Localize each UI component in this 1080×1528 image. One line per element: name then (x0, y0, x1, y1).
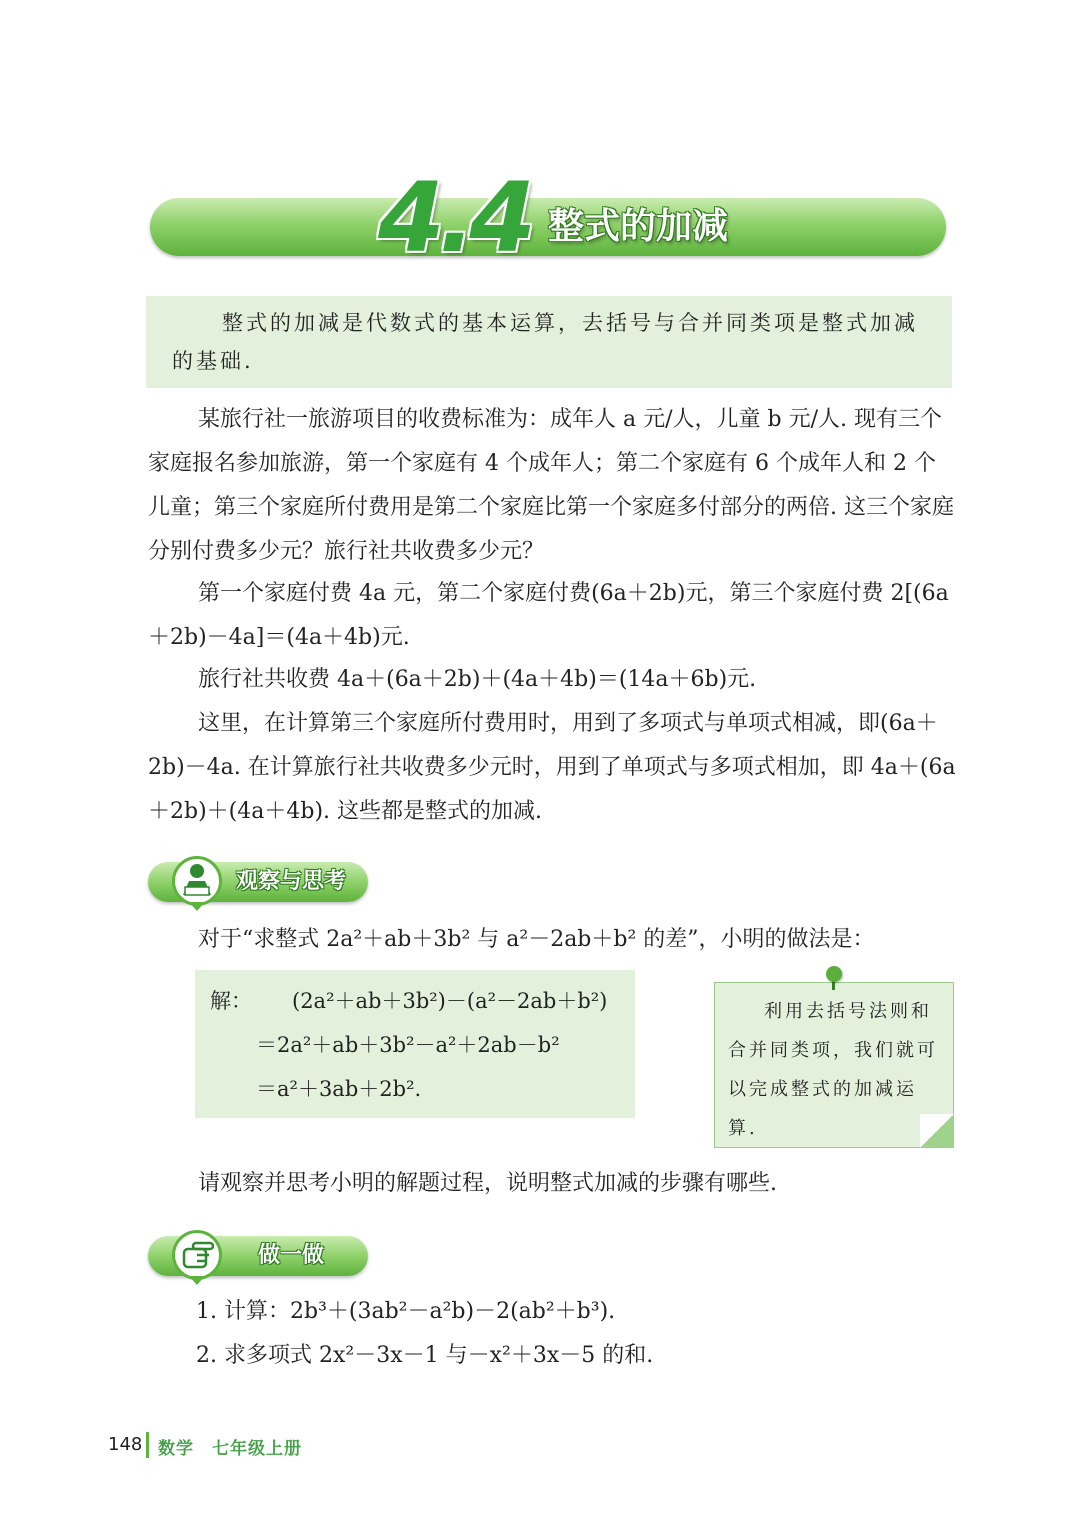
solution-line-1: (2a²＋ab＋3b²)－(a²－2ab＋b²) (292, 989, 608, 1013)
tip-note-text: 利用去括号法则和合并同类项，我们就可以完成整式的加减运算. (728, 1001, 938, 1139)
section-title: 整式的加减 (548, 206, 729, 247)
footer-divider (146, 1432, 149, 1458)
problem-paragraph: 某旅行社一旅游项目的收费标准为：成年人 a 元/人，儿童 b 元/人. 现有三个家庭报名参加旅游，第一个家庭有 4 个成年人；第二个家庭有 6 个成年人和 2 个儿童；第三个家庭所付费用是第二个家庭比第一个家庭多付部分的两倍. 这三个家庭分别付费多少元？旅行社共收费多少元？ (148, 407, 954, 564)
reading-person-icon-graphic (175, 859, 219, 903)
answer-paragraph-1: 第一个家庭付费 4a 元，第二个家庭付费(6a＋2b)元，第三个家庭付费 2[(6a＋2b)－4a]＝(4a＋4b)元. (148, 581, 949, 650)
observe-question: 请观察并思考小明的解题过程，说明整式加减的步骤有哪些. (198, 1171, 777, 1196)
pointing-hand-icon (172, 1230, 222, 1280)
page-number: 148 (108, 1434, 143, 1455)
observe-tab-label: 观察与思考 (236, 869, 347, 894)
reading-person-icon (172, 856, 222, 906)
solution-line-2: ＝2a²＋ab＋3b²－a²＋2ab－b² (256, 1033, 560, 1057)
pushpin-icon (826, 966, 842, 982)
explanation-paragraph: 这里，在计算第三个家庭所付费用时，用到了多项式与单项式相减，即(6a＋2b)－4a. 在计算旅行社共收费多少元时，用到了单项式与多项式相加，即 4a＋(6a＋2b)＋(4a＋4b). 这些都是整式的加减. (148, 711, 956, 824)
footer-book-title: 数学 七年级上册 (158, 1439, 302, 1459)
try-it-tab-label: 做一做 (258, 1243, 325, 1268)
try-it-item-2: 2. 求多项式 2x²－3x－1 与－x²＋3x－5 的和. (196, 1343, 654, 1368)
observe-prompt: 对于“求整式 2a²＋ab＋3b² 与 a²－2ab＋b² 的差”，小明的做法是： (198, 927, 875, 952)
solution-line-3: ＝a²＋3ab＋2b². (256, 1077, 422, 1101)
intro-text: 整式的加减是代数式的基本运算，去括号与合并同类项是整式加减的基础. (172, 311, 918, 373)
pointing-hand-icon-graphic (175, 1233, 219, 1277)
answer-paragraph-2: 旅行社共收费 4a＋(6a＋2b)＋(4a＋4b)＝(14a＋6b)元. (198, 667, 757, 692)
try-it-tab-arrow (189, 1276, 205, 1285)
section-number: 4.4 (378, 162, 531, 274)
observe-tab-arrow (189, 902, 205, 911)
solution-label: 解： (210, 989, 252, 1013)
try-it-item-1: 1. 计算：2b³＋(3ab²－a²b)－2(ab²＋b³). (196, 1299, 616, 1324)
